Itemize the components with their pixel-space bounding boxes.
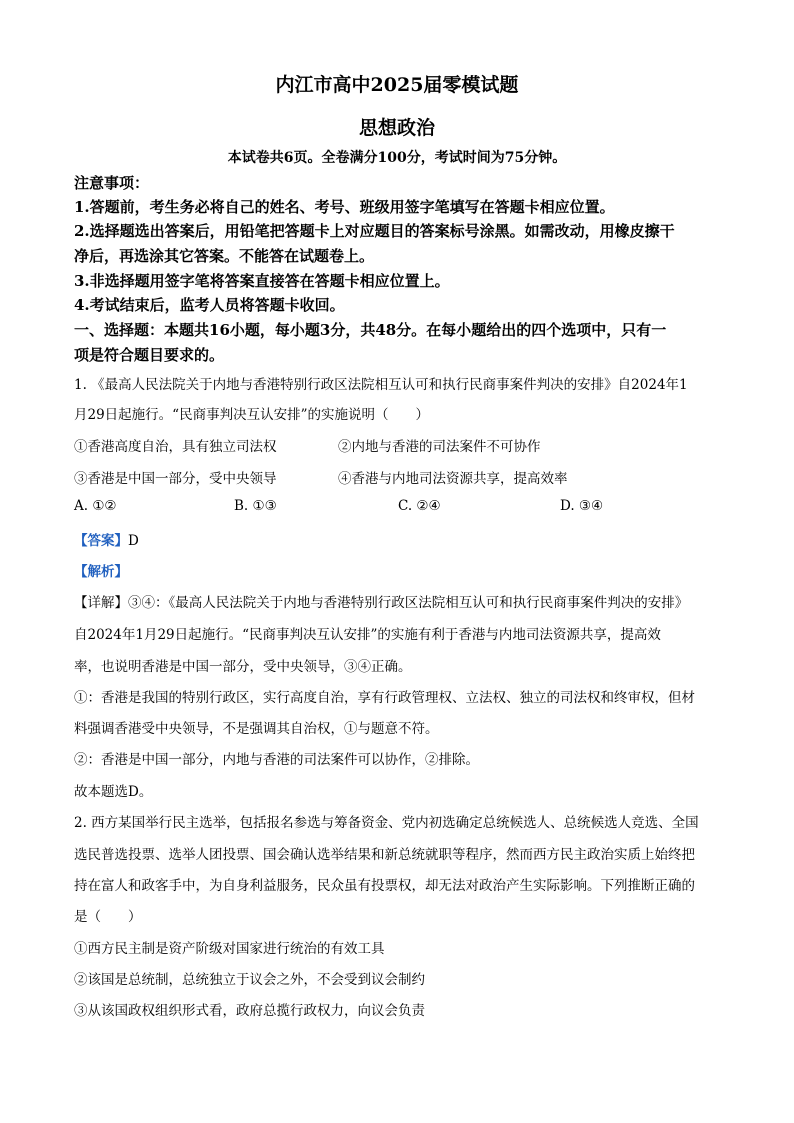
note-item-2-line-1: 2.选择题选出答案后，用铅笔把答题卡上对应题目的答案标号涂黑。如需改动，用橡皮擦干 <box>74 222 675 240</box>
q1-option-a: A. ①② <box>74 498 117 514</box>
q1-explanation-1: ③④：《最高人民法院关于内地与香港特别行政区法院相互认可和执行民商事案件判决的安排》 <box>128 595 689 611</box>
q1-statement-2: ②内地与香港的司法案件不可协作 <box>338 439 541 455</box>
q1-explanation-4: ①：香港是我国的特别行政区，实行高度自治，享有行政管理权、立法权、独立的司法权和终审权，但材 <box>74 690 695 706</box>
exam-intro: 本试卷共6页。全卷满分100分，考试时间为75分钟。 <box>227 150 567 166</box>
q2-stem-line-4: 是（ ） <box>74 909 142 925</box>
q1-explanation-line-1 <box>74 591 688 611</box>
analysis-tag: 【解析】 <box>74 564 128 580</box>
q2-statement-1: ①西方民主制是资产阶级对国家进行统治的有效工具 <box>74 941 385 957</box>
q1-conclusion: 故本题选D。 <box>74 784 153 800</box>
q2-stem-line-2: 选民普选投票、选举人团投票、国会确认选举结果和新总统就职等程序，然而西方民主政治实质上始终把 <box>74 847 695 863</box>
q1-statement-1: ①香港高度自治，具有独立司法权 <box>74 439 277 455</box>
q1-option-c: C. ②④ <box>398 498 441 514</box>
note-item-4: 4.考试结束后，监考人员将答题卡收回。 <box>74 296 345 314</box>
section-heading-line-2: 项是符合题目要求的。 <box>74 346 225 364</box>
detail-tag: 【详解】 <box>74 595 128 611</box>
q1-statement-3: ③香港是中国一部分，受中央领导 <box>74 471 277 487</box>
answer-tag: 【答案】 <box>74 533 128 549</box>
q1-answer: D <box>128 533 139 549</box>
q1-explanation-2: 自2024年1月29日起施行。“民商事判决互认安排”的实施有利于香港与内地司法资源共享，提高效 <box>74 627 661 643</box>
q1-explanation-5: 料强调香港受中央领导，不是强调其自治权，①与题意不符。 <box>74 721 439 737</box>
note-item-3: 3.非选择题用签字笔将答案直接答在答题卡相应位置上。 <box>74 272 450 290</box>
q1-stem-line-1: 1. 《最高人民法院关于内地与香港特别行政区法院相互认可和执行民商事案件判决的安排》自2024年1 <box>74 377 688 393</box>
q2-stem-line-1: 2. 西方某国举行民主选举，包括报名参选与筹备资金、党内初选确定总统候选人、总统候选人竞选、全国 <box>74 815 699 831</box>
q1-option-d: D. ③④ <box>560 498 604 514</box>
q1-explanation-3: 率，也说明香港是中国一部分，受中央领导，③④正确。 <box>74 659 412 675</box>
q2-statement-2: ②该国是总统制，总统独立于议会之外，不会受到议会制约 <box>74 972 425 988</box>
q2-stem-line-3: 持在富人和政客手中，为自身利益服务，民众虽有投票权，却无法对政治产生实际影响。下列推断正确的 <box>74 878 695 894</box>
q1-option-b: B. ①③ <box>234 498 277 514</box>
note-item-1: 1.答题前，考生务必将自己的姓名、考号、班级用签字笔填写在答题卡相应位置。 <box>74 198 615 216</box>
q2-statement-3: ③从该国政权组织形式看，政府总揽行政权力，向议会负责 <box>74 1003 425 1019</box>
q1-explanation-6: ②：香港是中国一部分，内地与香港的司法案件可以协作，②排除。 <box>74 752 479 768</box>
q1-statement-4: ④香港与内地司法资源共享，提高效率 <box>338 471 568 487</box>
q1-stem-line-2: 月29日起施行。“民商事判决互认安排”的实施说明（ ） <box>74 407 429 423</box>
note-item-2-line-2: 净后，再选涂其它答案。不能答在试题卷上。 <box>74 247 375 265</box>
q1-answer-line <box>74 529 139 549</box>
subject-title: 思想政治 <box>358 117 435 139</box>
q1-analysis-line <box>74 560 128 580</box>
notes-heading: 注意事项： <box>74 174 150 192</box>
section-heading-line-1: 一、选择题：本题共16小题，每小题3分，共48分。在每小题给出的四个选项中，只有一 <box>74 321 667 339</box>
exam-title: 内江市高中2025届零模试题 <box>275 74 519 96</box>
